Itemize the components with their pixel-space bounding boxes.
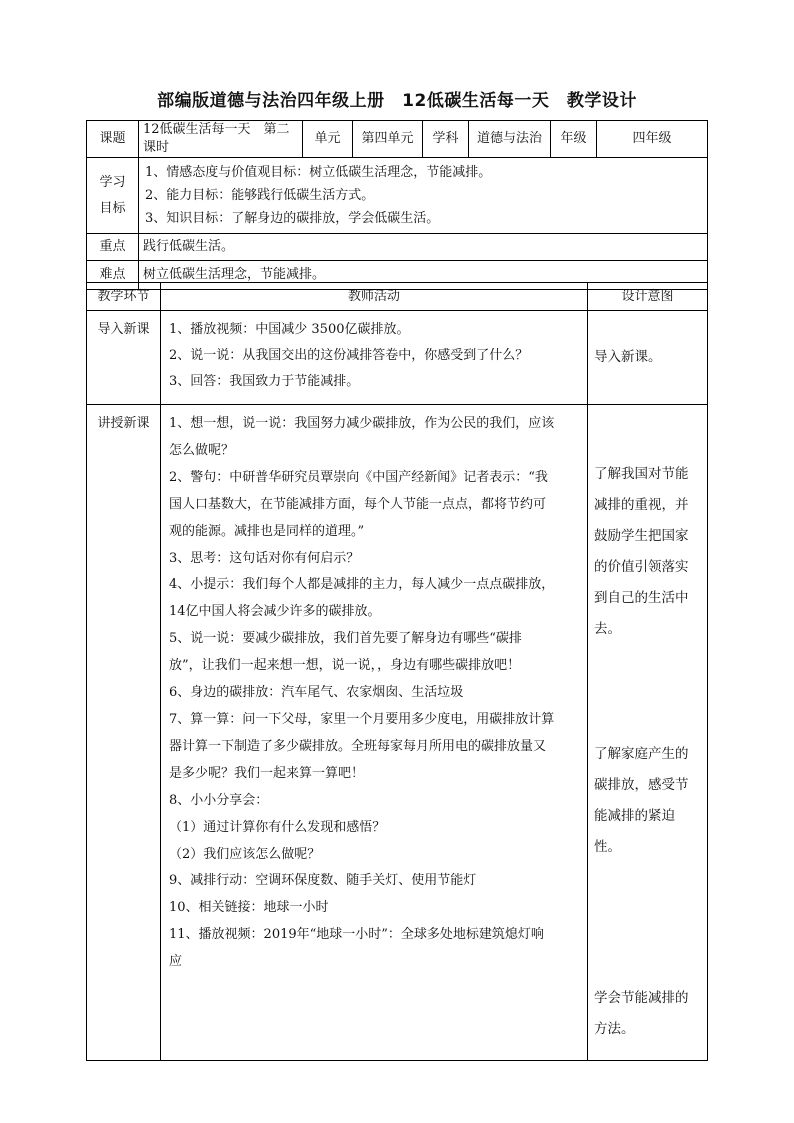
- goals-label-line1: 学习: [99, 174, 126, 190]
- activity-line: 应: [169, 954, 183, 970]
- process-header-row: [87, 283, 708, 311]
- intro-activities: [161, 311, 588, 405]
- teaching-process-table: [86, 282, 708, 1061]
- key-label: 重点: [87, 234, 139, 261]
- header-stage: 教学环节: [87, 283, 161, 311]
- activity-line: 国人口基数大，在节能减排方面，每个人节能一点点，都将节约可: [169, 496, 547, 512]
- activity-line: 11、播放视频：2019年“地球一小时”：全球多处地标建筑熄灯响: [169, 927, 544, 943]
- purpose-line: 到自己的生活中: [594, 590, 689, 606]
- goals-content: [139, 158, 708, 234]
- purpose-line: 的价值引领落实: [594, 559, 689, 575]
- purpose-block-2: [594, 739, 701, 863]
- goal-item: 3、知识目标：了解身边的碳排放，学会低碳生活。: [145, 211, 440, 226]
- intro-stage: 导入新课: [87, 311, 161, 405]
- activity-line: 7、算一算：问一下父母，家里一个月要用多少度电，用碳排放计算: [169, 711, 555, 727]
- activity-line: 放”，让我们一起来想一想，说一说，，身边有哪些碳排放吧！: [169, 658, 521, 674]
- purpose-line: 碳排放，感受节: [594, 777, 689, 793]
- info-row-course: [87, 121, 708, 158]
- purpose-text: 导入新课。: [594, 349, 662, 365]
- activity-line: 观的能源。减排也是同样的道理。”: [169, 523, 365, 539]
- activity-line: 3、回答：我国致力于节能减排。: [169, 374, 360, 389]
- lecture-stage: 讲授新课: [87, 405, 161, 1061]
- difficulty-label: 难点: [87, 261, 139, 290]
- activity-line: 是多少呢？我们一起来算一算吧！: [169, 765, 365, 781]
- activity-line: 14亿中国人将会减少许多的碳排放。: [169, 604, 381, 620]
- key-value: 践行低碳生活。: [139, 234, 708, 261]
- difficulty-value: 树立低碳生活理念，节能减排。: [139, 261, 708, 290]
- purpose-line: 去。: [594, 621, 621, 637]
- lecture-activities: [161, 405, 588, 1061]
- unit-value: 第四单元: [353, 121, 423, 158]
- grade-label: 年级: [551, 121, 597, 158]
- info-row-goals: [87, 158, 708, 234]
- purpose-line: 了解家庭产生的: [594, 746, 689, 762]
- activity-line: 1、播放视频：中国减少 3500亿碳排放。: [169, 322, 410, 337]
- lesson-info-table: [86, 120, 708, 290]
- activity-line: 3、思考：这句话对你有何启示？: [169, 550, 360, 566]
- activity-line: 2、说一说：从我国交出的这份减排答卷中，你感受到了什么？: [169, 348, 529, 363]
- activity-line: 2、警句：中研普华研究员覃崇向《中国产经新闻》记者表示：“我: [169, 469, 548, 485]
- subject-label: 学科: [423, 121, 469, 158]
- process-row-lecture: [87, 405, 708, 1061]
- goals-label: [87, 158, 139, 234]
- activity-line: 10、相关链接：地球一小时: [169, 900, 329, 916]
- purpose-line: 能减排的紧迫性。: [594, 808, 675, 855]
- purpose-block-1: [594, 459, 701, 645]
- lecture-purpose: [588, 405, 708, 1061]
- info-row-key: [87, 234, 708, 261]
- activity-line: 8、小小分享会：: [169, 792, 269, 808]
- grade-value: 四年级: [597, 121, 708, 158]
- unit-label: 单元: [303, 121, 353, 158]
- goal-item: 1、情感态度与价值观目标：树立低碳生活理念，节能减排。: [145, 165, 492, 180]
- process-row-intro: [87, 311, 708, 405]
- intro-purpose: [588, 311, 708, 405]
- course-value: 12低碳生活每一天 第二课时: [139, 121, 303, 158]
- subject-value: 道德与法治: [469, 121, 551, 158]
- activity-line: （2）我们应该怎么做呢？: [169, 846, 321, 862]
- activity-line: 1、想一想，说一说：我国努力减少碳排放，作为公民的我们，应该: [169, 416, 555, 431]
- purpose-line: 鼓励学生把国家: [594, 528, 689, 544]
- activity-line: （1）通过计算你有什么发现和感悟？: [169, 819, 386, 835]
- document-title: 部编版道德与法治四年级上册 12低碳生活每一天 教学设计: [157, 91, 637, 111]
- activity-line: 6、身边的碳排放：汽车尾气、农家烟囱、生活垃圾: [169, 685, 464, 701]
- activity-line: 4、小提示：我们每个人都是减排的主力，每人减少一点点碳排放，: [169, 577, 555, 593]
- purpose-block-3: [594, 983, 701, 1045]
- activity-line: 9、减排行动：空调环保度数、随手关灯、使用节能灯: [169, 873, 477, 889]
- purpose-line: 方法。: [594, 1021, 635, 1037]
- header-activities: 教师活动: [161, 283, 588, 311]
- activity-line: 怎么做呢？: [169, 442, 235, 458]
- goals-label-line2: 目标: [99, 200, 126, 216]
- activity-line: 5、说一说：要减少碳排放，我们首先要了解身边有哪些“碳排: [169, 631, 522, 647]
- course-label: 课题: [87, 121, 139, 158]
- purpose-line: 了解我国对节能: [594, 466, 689, 482]
- header-purpose: 设计意图: [588, 283, 708, 311]
- purpose-line: 学会节能减排的: [594, 990, 689, 1006]
- goal-item: 2、能力目标：能够践行低碳生活方式。: [145, 188, 375, 203]
- activity-line: 器计算一下制造了多少碳排放。全班每家每月所用电的碳排放量又: [169, 738, 547, 754]
- purpose-line: 减排的重视，并: [594, 497, 689, 513]
